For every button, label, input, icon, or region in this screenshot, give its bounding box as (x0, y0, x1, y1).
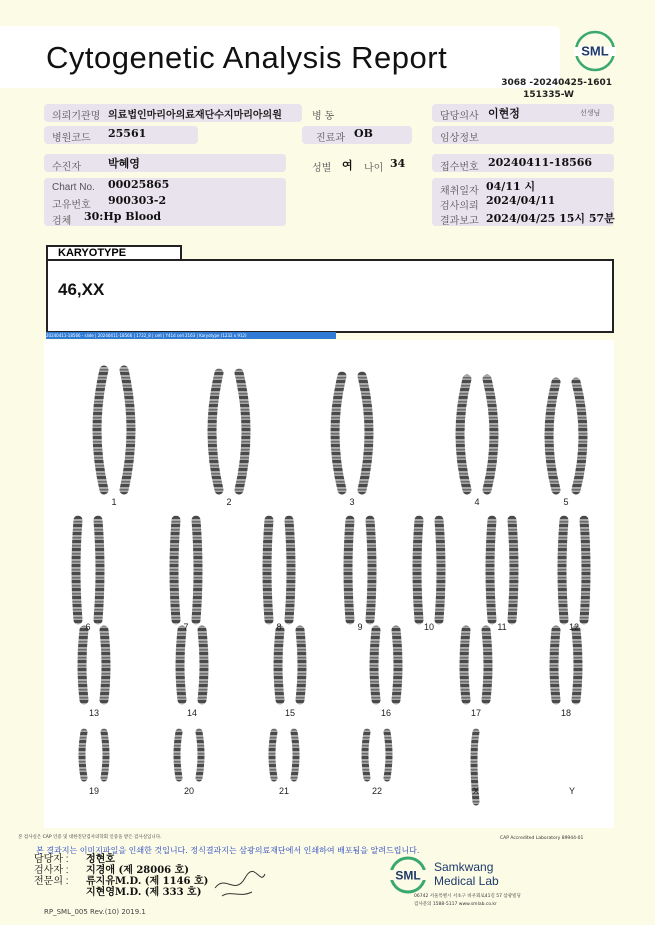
report-id-line1: 3068 -20240425-1601 (501, 78, 612, 88)
chromosome-label-20: 20 (183, 786, 195, 796)
chromosome-label-X: X (472, 786, 480, 796)
chromosome-label-17: 17 (470, 708, 482, 718)
chromosome-label-2: 2 (226, 497, 232, 507)
report-id (500, 77, 612, 101)
staff-key: 담당자 : (34, 854, 69, 865)
chromosome-11 (490, 520, 492, 620)
chromosome-6 (98, 520, 100, 620)
staff-row (34, 887, 208, 898)
chromosome-label-5: 5 (563, 497, 569, 507)
patient-value: 박혜영 (108, 157, 140, 170)
unique-value: 900303-2 (108, 194, 167, 207)
request-value: 2024/04/11 (486, 194, 556, 207)
chromosome-label-7: 7 (183, 622, 189, 632)
chromosome-label-1: 1 (111, 497, 117, 507)
sml-logo-text: SML (581, 43, 609, 59)
sml-bottom-logo-icon (386, 855, 434, 895)
chromosome-7 (174, 520, 176, 620)
chromosome-label-9: 9 (357, 622, 363, 632)
chromosome-8 (267, 520, 269, 620)
staff-row (34, 854, 208, 865)
chromosome-12 (562, 520, 564, 620)
chromosome-13 (82, 630, 84, 700)
lab-accreditation: CAP Accredited Laboratory 89944-01 (500, 836, 584, 841)
chromosome-16 (396, 630, 398, 700)
chromosome-17 (464, 630, 466, 700)
sml-bottom-logo-text: SML (395, 868, 421, 883)
staff-key (34, 887, 86, 898)
age-label: 나이 (364, 163, 384, 174)
ward-label: 병 동 (312, 111, 335, 122)
signature-image (210, 866, 270, 900)
staff-key: 전문의 : (34, 876, 69, 887)
chromosome-8 (289, 520, 291, 620)
sml-logo (574, 30, 616, 72)
specimen-label: 검체 (52, 216, 72, 227)
dept-value: OB (354, 127, 373, 140)
chromosome-10 (439, 520, 441, 620)
doctor-suffix: 선생님 (580, 110, 601, 117)
chromosome-4 (460, 379, 467, 490)
chromosome-label-14: 14 (186, 708, 198, 718)
address-line1: 06742 서울특별시 서초구 바우뫼로41길 57 삼광빌딩 (414, 894, 521, 899)
chart-label: Chart No. (52, 182, 95, 193)
sex-value: 여 (342, 159, 353, 172)
chromosome-3 (362, 376, 369, 490)
karyotype-value: 46,XX (58, 280, 105, 299)
chromosome-15 (300, 630, 302, 700)
chromosome-21 (294, 732, 296, 778)
result-label: 결과보고 (440, 216, 479, 227)
chromosome-14 (202, 630, 204, 700)
chromosome-18 (554, 630, 556, 700)
lab-disclaimer: 본 검사실은 CAP 인증 및 대한진단검사의학회 인증을 받은 검사실입니다. (18, 835, 162, 840)
chromosome-label-4: 4 (474, 497, 480, 507)
chromosome-2 (239, 373, 246, 490)
print-notice: 본 결과지는 이미지파일을 인쇄한 것입니다. 정식결과지는 삼광의료재단에서 인쇄하여 배포됨을 알려드립니다. (36, 846, 420, 855)
chromosome-3 (335, 376, 342, 490)
company-address (414, 893, 521, 909)
karyotype-tab: KARYOTYPE (46, 245, 182, 260)
doctor-value: 이현정 (488, 107, 520, 120)
chromosome-9 (370, 520, 372, 620)
chromosome-label-6: 6 (85, 622, 91, 632)
chromosome-20 (199, 732, 201, 778)
chromosome-label-8: 8 (276, 622, 282, 632)
address-line2: 검사문의 1588-5117 www.smlab.co.kr (414, 902, 497, 907)
chromosome-label-10: 10 (423, 622, 435, 632)
chromosome-label-22: 22 (371, 786, 383, 796)
staff-value: 지현영M.D. (제 333 호) (86, 887, 202, 898)
chromosome-19 (104, 732, 106, 778)
chromosome-19 (82, 732, 84, 778)
report-id-line2: 151335-W (523, 90, 574, 100)
chromosome-label-15: 15 (284, 708, 296, 718)
karyogram-caption-bar: 20240411-18566 - slide | 20240411-18566 | 1722_8 | cell | Y41d cell 2163 | Karyotype (1232 x 912) (46, 332, 336, 339)
chromosome-label-16: 16 (380, 708, 392, 718)
request-label: 검사의뢰 (440, 201, 479, 212)
staff-row (34, 876, 208, 887)
chromosome-21 (272, 732, 274, 778)
chromosome-1 (124, 370, 131, 490)
institution-label: 의뢰기관명 (52, 111, 101, 122)
receipt-value: 20240411-18566 (488, 156, 593, 169)
chromosome-7 (196, 520, 198, 620)
chromosome-15 (278, 630, 280, 700)
company-name-line1: Samkwang (434, 860, 494, 874)
chromosome-14 (180, 630, 182, 700)
staff-value: 지경애 (제 28006 호) (86, 865, 189, 876)
institution-value: 의료법인마리아의료재단수지마리아의원 (108, 110, 282, 121)
chromosome-22 (365, 732, 367, 778)
chromosome-label-19: 19 (88, 786, 100, 796)
chromosome-label-18: 18 (560, 708, 572, 718)
chromosome-label-11: 11 (497, 622, 507, 632)
chromosome-12 (584, 520, 586, 620)
chromosome-17 (486, 630, 488, 700)
receipt-label: 접수번호 (440, 162, 479, 173)
chromosome-16 (374, 630, 376, 700)
chromosome-18 (576, 630, 578, 700)
chromosome-2 (212, 373, 219, 490)
chromosome-1 (97, 370, 104, 490)
chromosome-4 (487, 379, 494, 490)
sex-label: 성별 (312, 163, 332, 174)
hospital-code-value: 25561 (108, 127, 147, 140)
chromosome-5 (549, 382, 556, 490)
unique-label: 고유번호 (52, 200, 91, 211)
chromosome-10 (417, 520, 419, 620)
chart-value: 00025865 (108, 178, 170, 191)
dept-label: 진료과 (316, 133, 345, 144)
patient-label: 수진자 (52, 162, 81, 173)
company-name (434, 860, 499, 888)
staff-key: 검사자 : (34, 865, 69, 876)
chromosome-6 (76, 520, 78, 620)
chromosome-label-21: 21 (278, 786, 290, 796)
clinical-info-label: 임상정보 (440, 133, 479, 144)
chromosome-label-3: 3 (349, 497, 355, 507)
collect-value: 04/11 시 (486, 180, 536, 193)
staff-list (34, 854, 208, 898)
chromosome-label-13: 13 (88, 708, 100, 718)
karyotype-box (46, 259, 614, 333)
karyogram-svg (44, 340, 614, 828)
chromosome-20 (177, 732, 179, 778)
staff-row (34, 865, 208, 876)
collect-label: 채취일자 (440, 186, 479, 197)
karyogram-image (44, 340, 614, 828)
form-code: RP_SML_005 Rev.(10) 2019.1 (44, 908, 146, 916)
staff-value: 정현호 (86, 854, 115, 865)
result-value: 2024/04/25 15시 57분 (486, 212, 615, 225)
chromosome-22 (387, 732, 389, 778)
chromosome-label-Y: Y (568, 786, 576, 796)
report-title: Cytogenetic Analysis Report (46, 40, 448, 75)
chromosome-9 (348, 520, 350, 620)
chromosome-13 (104, 630, 106, 700)
specimen-value: 30:Hp Blood (84, 210, 162, 223)
chromosome-11 (512, 520, 514, 620)
company-name-line2: Medical Lab (434, 874, 499, 888)
age-value: 34 (390, 157, 406, 170)
staff-value: 류지유M.D. (제 1146 호) (86, 876, 209, 887)
chromosome-5 (576, 382, 583, 490)
doctor-label: 담당의사 (440, 111, 479, 122)
chromosome-label-12: 12 (568, 622, 580, 632)
hospital-code-label: 병원코드 (52, 133, 91, 144)
